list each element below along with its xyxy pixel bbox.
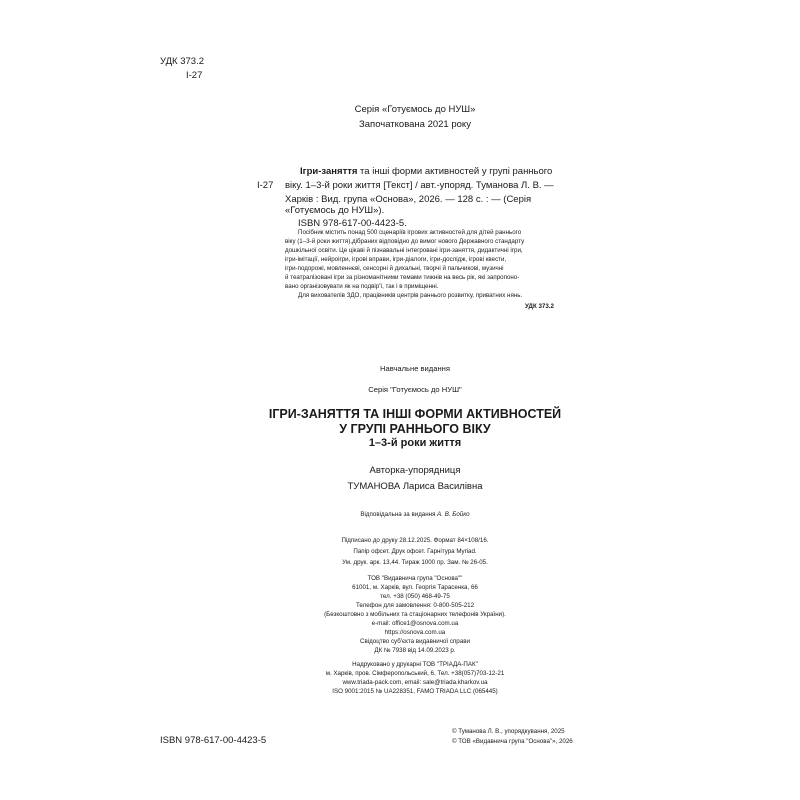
series-start-line: Започаткована 2021 року [359, 119, 471, 130]
abstract-audience: Для вихователів ЗДО, працівників центрів раннього розвитку, приватних нянь. [298, 292, 523, 299]
abstract-line: дошкільної освіти. Це цікаві й пізнавальні інтегровані ігри-заняття, дидактичні ігри, [285, 247, 523, 254]
publisher-website: https://osnova.com.ua [384, 629, 446, 636]
book-title-line-1: ІГРИ-ЗАНЯТТЯ ТА ІНШІ ФОРМИ АКТИВНОСТЕЙ [268, 407, 562, 421]
abstract-line: вано організовувати як на подвір'ї, так і в приміщенні. [285, 283, 439, 290]
printer-line: Надруковано у друкарні ТОВ "ТРІАДА-ПАК" [352, 661, 478, 668]
publisher-line: ТОВ "Видавнича група "Основа"" [367, 575, 463, 582]
printer-line: ISO 9001:2015 № UA228351, FAMO TRIADA LLC (065445) [332, 688, 498, 695]
printer-line: www.triada-pack.com, email: sale@triada.kharkov.ua [342, 679, 488, 686]
catalog-udk: УДК 373.2 [525, 303, 554, 310]
author-role: Авторка-упорядниця [369, 465, 461, 476]
edition-series: Серія "Готуємось до НУШ" [368, 385, 462, 394]
abstract-line: й театралізовані ігри за різноманітними темами тижнів на весь рік, які запропоно- [285, 274, 520, 281]
catalog-line: віку. 1–3-й роки життя [Текст] / авт.-упоряд. Туманова Л. В. — [285, 180, 554, 191]
catalog-line: «Готуємось до НУШ»). [285, 205, 385, 216]
udk-code: УДК 373.2 [160, 56, 204, 67]
publisher-line: Свідоцтво суб'єкта видавничої справи [360, 638, 470, 645]
responsible-editor [235, 510, 595, 519]
abstract-line: віку (1–3-й роки життя),дібраних відповідно до вимог нового Державного стандарту [285, 238, 525, 245]
catalog-index: І-27 [257, 180, 274, 191]
responsible-label: Відповідальна за видання [360, 511, 438, 518]
printer-line: м. Харків, пров. Сімферопольський, 6. Тел. +38(057)703-12-21 [325, 670, 505, 677]
book-title-line-2: У ГРУПІ РАННЬОГО ВІКУ [339, 422, 491, 436]
responsible-name: А. В. Бойко [437, 511, 470, 518]
print-info-line: Папір офсет. Друк офсет. Гарнітура Myriad. [353, 548, 477, 555]
publisher-line: ДК № 7938 від 14.09.2023 р. [374, 647, 456, 654]
publisher-line: (Безкоштовно з мобільних та стаціонарних телефонів України). [324, 611, 506, 618]
abstract-line: ігри-подорожі, мовленнєві, сенсорні й дихальні, творчі й пальчикові, музичні [285, 265, 504, 272]
catalog-title-line [300, 166, 552, 178]
publisher-email: e-mail: office1@osnova.com.ua [371, 620, 459, 627]
catalog-isbn: ISBN 978-617-00-4423-5. [298, 218, 407, 229]
edition-type: Навчальне видання [380, 364, 450, 373]
catalog-line: Харків : Вид. група «Основа», 2026. — 128 с. : — (Серія [285, 194, 532, 205]
catalog-title-bold: Ігри-заняття [300, 166, 358, 177]
abstract-line: ігри-імітації, нейроігри, ігрові вправи, ігри-діалоги, ігри-дослідж, ігрові квести, [285, 256, 507, 263]
book-subtitle: 1–3-й роки життя [368, 437, 462, 449]
series-line: Серія «Готуємось до НУШ» [354, 104, 476, 115]
catalog-title-rest: та інші форми активностей у групі раннього [357, 166, 553, 177]
footer-isbn: ISBN 978-617-00-4423-5 [160, 735, 267, 746]
publisher-line: тел. +38 (050) 468-49-75 [380, 593, 450, 600]
abstract-line: Посібник містить понад 500 сценаріїв ігрових активностей для дітей раннього [298, 229, 522, 236]
copyright-publisher: © ТОВ «Видавнича група "Основа"», 2026 [452, 738, 573, 745]
publisher-line: 61001, м. Харків, вул. Георгія Тарасенка, 66 [352, 584, 478, 591]
copyright-author: © Туманова Л. В., упорядкування, 2025 [452, 728, 565, 735]
udk-index: І-27 [186, 70, 203, 81]
author-name: ТУМАНОВА Лариса Василівна [347, 481, 483, 492]
print-info-line: Ум. друк. арк. 13,44. Тираж 1000 пр. Зам. № 26-05. [342, 559, 488, 566]
print-info-line: Підписано до друку 28.12.2025. Формат 84×108/16. [341, 537, 489, 544]
publisher-line: Телефон для замовлення: 0-800-505-212 [355, 602, 475, 609]
